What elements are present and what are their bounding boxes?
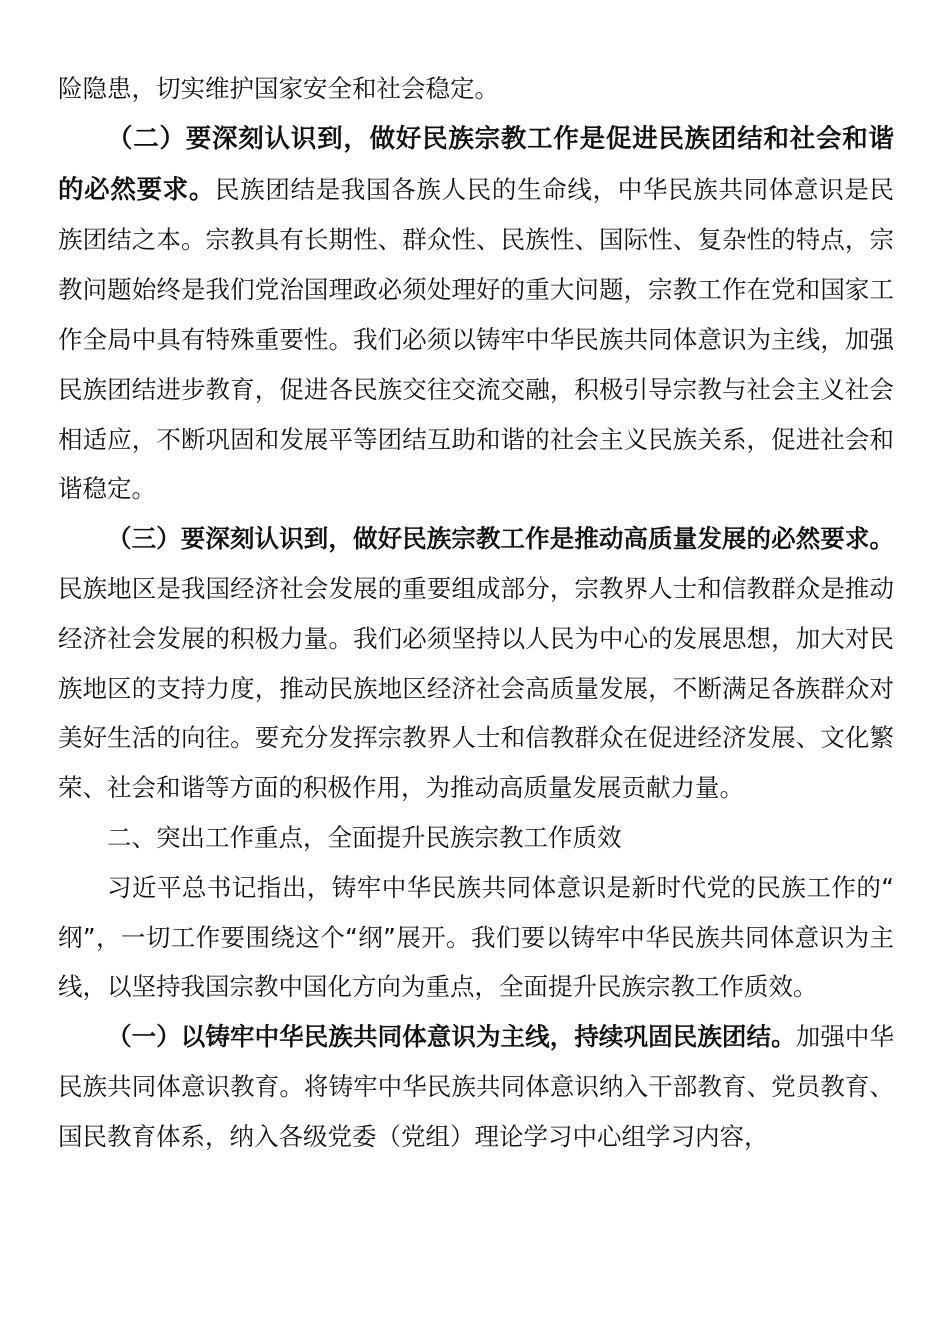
point-heading: （三）要深刻认识到，做好民族宗教工作是推动高质量发展的必然要求。 [107, 524, 894, 554]
paragraph-point-3 [58, 514, 894, 813]
paragraph-text: 习近平总书记指出，铸牢中华民族共同体意识是新时代党的民族工作的“纲”，一切工作要围绕这个“纲”展开。我们要以铸牢中华民族共同体意识为主线，以坚持我国宗教中国化方向为重点，全面提升民族宗教工作质效。 [58, 872, 894, 1002]
point-heading: （一）以铸牢中华民族共同体意识为主线，持续巩固民族团结。 [107, 1022, 796, 1052]
paragraph-point-1 [58, 1012, 894, 1161]
paragraph-text: 民族团结是我国各族人民的生命线，中华民族共同体意识是民族团结之本。宗教具有长期性、群众性、民族性、国际性、复杂性的特点，宗教问题始终是我们党治国理政必须处理好的重大问题，宗教工作在党和国家工作全局中具有特殊重要性。我们必须以铸牢中华民族共同体意识为主线，加强民族团结进步教育，促进各民族交往交流交融，积极引导宗教与社会主义社会相适应，不断巩固和发展平等团结互助和谐的社会主义民族关系，促进社会和谐稳定。 [58, 174, 894, 504]
paragraph-point-2 [58, 114, 894, 514]
paragraph-text: 加强中华民族共同体意识教育。将铸牢中华民族共同体意识纳入干部教育、党员教育、国民教育体系，纳入各级党委（党组）理论学习中心组学习内容， [58, 1022, 895, 1151]
document-body [58, 64, 894, 1162]
paragraph-section-intro [58, 863, 894, 1012]
section-title: 二、突出工作重点，全面提升民族宗教工作质效 [107, 822, 622, 852]
paragraph-continuation [58, 64, 894, 114]
paragraph-text: 民族地区是我国经济社会发展的重要组成部分，宗教界人士和信教群众是推动经济社会发展的积极力量。我们必须坚持以人民为中心的发展思想，加大对民族地区的支持力度，推动民族地区经济社会高质量发展，不断满足各族群众对美好生活的向往。要充分发挥宗教界人士和信教群众在促进经济发展、文化繁荣、社会和谐等方面的积极作用，为推动高质量发展贡献力量。 [58, 573, 894, 803]
point-heading: （二）要深刻认识到，做好民族宗教工作是促进民族团结和社会和谐的必然要求。 [58, 123, 894, 205]
paragraph-text: 险隐患，切实维护国家安全和社会稳定。 [58, 74, 499, 103]
